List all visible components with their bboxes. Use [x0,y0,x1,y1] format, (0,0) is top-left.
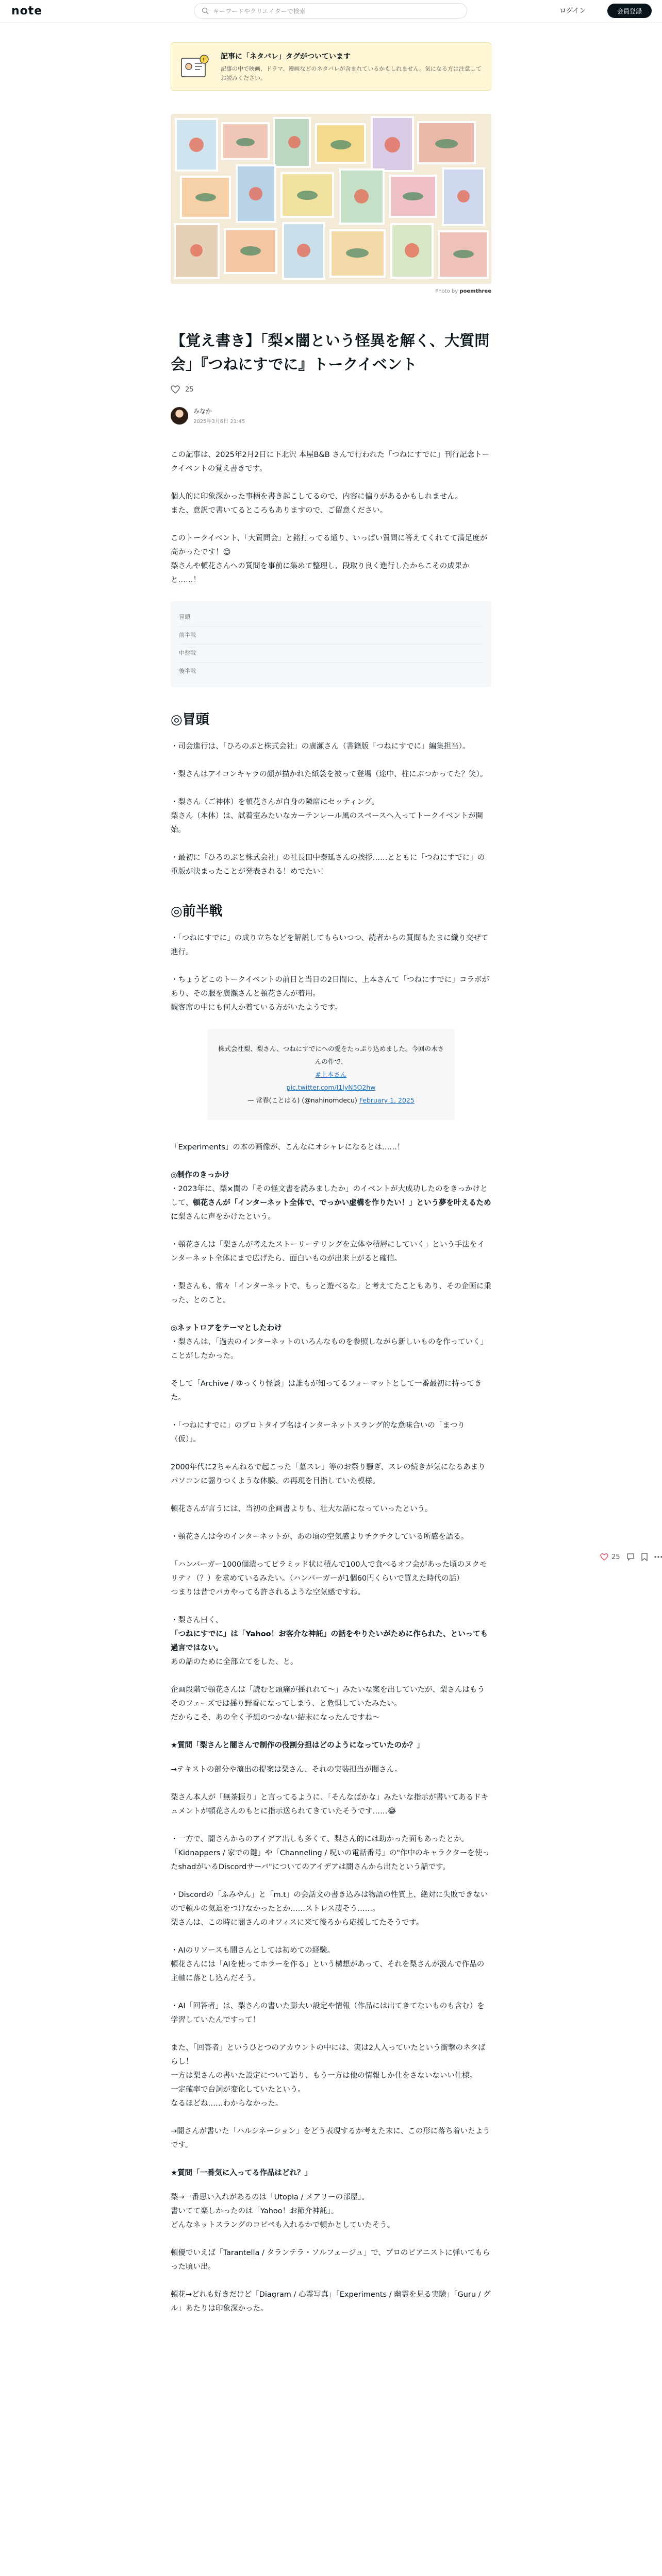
toc-item[interactable]: 前半戦 [179,626,483,645]
paragraph: 梨→一番思い入れがあるのは「Utopia / メアリーの部屋」。 書いてて楽しかったのは「Yahoo！お節介神託」。 どんなネットスラングのコピペも入れるかで頓かとしていたそう。 [171,2193,395,2229]
paragraph: 「Experiments」の本の画像が、こんなにオシャレになるとは……！ [171,1143,405,1151]
tweet-pic-link[interactable]: pic.twitter.com/I1lyN5O2hw [286,1083,376,1091]
notice-illustration-icon [178,51,211,83]
post-date: 2025年3月6日 21:45 [193,419,245,425]
paragraph: ・Discordの「ふみやん」と「m.t」の会話文の書き込みは物語の性質上、絶対に失敗できないので頓ルの気迫をつけなかったとか……ストレス凄そう……。 梨さんは、この時に闇さんのオフィスに来て後ろから応援してたそうです。 [171,1891,488,1927]
notice-body: 記事の中で映画、ドラマ、漫画などのネタバレが含まれているかもしれません。気になる方は注意してお読みください。 [221,65,482,81]
hero-image [171,114,491,284]
paragraph: ・頓花さんは「梨さんが考えたストーリーテリングを立体や積層にしていく」という手法をインターネット全体にまで広げたら、面白いものが出来上がると確信。 [171,1241,485,1263]
tweet-meta: — 常春(ことはる) (@nahinomdecu) [247,1096,357,1104]
paragraph: ・ちょうどこのトークイベントの前日と当日の2日間に、上本さんて「つねにすでに」コラボがあり、その服を廣瀬さんと頓花さんが着用。 観客席の中にも何人か着ている方がいたようです。 [171,976,489,1012]
paragraph-emphasis: 「つねにすでに」は「Yahoo！お客介な神託」の話をやりたいがために作られた、といっても過言ではない。 [171,1630,488,1652]
intro-p2: 個人的に印象深かった事柄を書き起こしてるので、内容に偏りがあるかもしれません。 また、意訳で書いてるところもありますので、ご留意ください。 [171,493,463,515]
intro-p1: この記事は、2025年2月2日に下北沢 本屋B&B さんで行われた「つねにすでに」刊行記念トークイベントの覚え書きです。 [171,451,490,473]
toc-item[interactable]: 中盤戦 [179,645,483,663]
paragraph: 頓優でいえば「Tarantella / タランテラ・ソルフェージュ」で、プロのピアニストに弾いてもらった頃い出。 [171,2249,490,2271]
paragraph: 2000年代に2ちゃんねるで起こった「墓スレ」等のお祭り騒ぎ、スレの続きが気になるあまりパソコンに齧りつくような体験、の再現を目指していた模様。 [171,1463,486,1485]
author-name[interactable]: みなか [193,408,212,415]
paragraph: ・AI「回答者」は、梨さんの書いた膨大い設定や情報（作品には出てきてないものも含む）を学習していたんですって！ [171,2002,485,2024]
photo-credit [171,289,491,294]
paragraph: ・梨さん（ご神体）を頓花さんが自身の隣席にセッティング。 梨さん（本体）は、試着室みたいなカーテンレール風のスペースへ入ってトークイベントが開始。 [171,798,483,834]
tweet-date-link[interactable]: February 1, 2025 [359,1096,415,1104]
paragraph: 企画段階で頓花さんは「読むと頭痛が揺れれて〜」みたいな案を出していたが、梨さんはもうそのフェーズでは揺り野香になってしまう、と危惧していたみたい。 だからこそ、あの全く予想のつかない結末になったんですね〜 [171,1686,485,1722]
article-title: 【覚え書き】「梨×闇という怪異を解く、大質問会」『つねにすでに』トークイベント [171,332,490,373]
credit-name[interactable]: poemthree [459,289,491,294]
floating-like-count: 25 [611,1553,620,1561]
search-placeholder: キーワードやクリエイターで検索 [213,7,306,15]
like-counter[interactable] [171,385,194,394]
floating-actions [600,1553,662,1561]
tweet-hashtag-link[interactable]: #上本さん [315,1071,347,1078]
table-of-contents [171,601,491,687]
svg-text:!: ! [203,57,205,63]
paragraph [171,1614,491,1669]
paragraph: ・最初に「ひろのぶと株式会社」の社長田中泰延さんの挨拶……とともに「つねにすでに」の重版が決まったことが発表される！めでたい！ [171,854,485,876]
paragraph: →テキストの部分や演出の提案は梨さん、それの実装担当が闇さん。 [171,1766,402,1774]
paragraph: ・AIのリソースも闇さんとしては初めての経験。 頓花さんには「AIを使ってホラーを作る」という構想があって、それを梨さんが汲んで作品の主軸に落とし込んだそう。 [171,1946,485,1982]
paragraph: ・梨さんはアイコンキャラの顔が描かれた紙袋を被って登場（途中、柱にぶつかってた？笑）。 [171,770,488,778]
section-heading: ◎前半戦 [171,904,223,919]
paragraph: 頓花さんが言うには、当初の企画書よりも、壮大な話になっていったという。 [171,1505,433,1513]
paragraph-part: あの話のために全部立てをした、と。 [171,1658,298,1666]
subheading: ◎制作のきっかけ [171,1171,230,1179]
more-icon[interactable] [654,1556,662,1558]
subheading: ◎ネットロアをテーマとしたわけ [171,1324,282,1332]
stamps-illustration [171,114,491,284]
section-heading: ◎冒頭 [171,712,209,727]
search-input[interactable] [194,3,467,19]
search-icon [202,7,209,14]
bookmark-icon[interactable] [641,1553,648,1561]
subheading: ★質問「一番気に入ってる作品はどれ？」 [171,2169,312,2177]
paragraph-emphasis: 頓花さんが「インターネット全体で、でっかい虚構を作りたい！」という夢を叶えるために [171,1199,491,1221]
subheading: ★質問「梨さんと闇さんで制作の役割分担はどのようになっていたのか？」 [171,1741,424,1750]
like-count: 25 [185,385,194,394]
signup-button[interactable]: 会員登録 [607,4,652,18]
tweet-text: 株式会社梨、梨さん、つねにすでにへの愛をたっぷり込めました。今回の木さんの件で、 [218,1045,444,1065]
toc-item[interactable]: 後半戦 [179,668,196,674]
paragraph: 梨さん本人が「無茶振り」と言ってるように、「そんなばかな」みたいな指示が書いてあるドキュメントが頓花さんのもとに指示送られてきていたそうです……😂 [171,1793,489,1816]
spoiler-notice [171,42,491,91]
paragraph: ・梨さんは、「過去のインターネットのいろんなものを参照しながら新しいものを作っていく」ことがしたかった。 [171,1338,488,1360]
embedded-tweet[interactable] [207,1029,455,1120]
paragraph: ・梨さんも、常々「インターネットで、もっと遊べるな」と考えてたこともあり、その企画に乗った、とのこと。 [171,1282,491,1304]
comment-icon[interactable] [626,1553,635,1561]
note-logo[interactable]: note [11,5,43,18]
top-header [0,0,662,23]
author-avatar[interactable] [171,407,188,425]
notice-title: 記事に「ネタバレ」タグがついています [221,53,351,61]
paragraph: 頓花→どれも好きだけど「Diagram / 心霊写真」「Experiments / 幽霊を見る実験」「Guru / グル」あたりは印象深かった。 [171,2291,491,2313]
paragraph: ・「つねにすでに」の成り立ちなどを解説してもらいつつ、読者からの質問もたまに織り交ぜて進行。 [171,934,489,956]
paragraph: そして「Archive / ゆっくり怪談」は誰もが知ってるフォーマットとして一番最初に持ってきた。 [171,1380,482,1402]
author-block[interactable] [171,406,245,425]
intro-p3: このトークイベント、「大質問会」と銘打ってる通り、いっぱい質問に答えてくれてて満足度が高かったです！😊 梨さんや頓花さんへの質問を事前に集めて整理し、段取り良く進行したからこその成果かと……！ [171,534,488,584]
paragraph: →闇さんが書いた「ハルシネーション」をどう表現するか考えた末に、この形に落ち着いたようです。 [171,2127,490,2149]
paragraph-part: ・梨さん曰く、 [171,1616,223,1624]
paragraph [171,1182,491,1224]
paragraph-part: 梨さんに声をかけたという。 [178,1213,275,1221]
paragraph: ・一方で、闇さんからのアイデア出しも多くて、梨さん的には助かった面もあったとか。 「Kidnappers / 家での鍵」や「Channeling / 呪いの電話番号」の"作中のキャラクターを使ったshadがいるDiscordサーバ"についてのアイデアは闇さんから出たという話です。 [171,1835,490,1871]
article-body [171,448,491,2330]
paragraph-part: ・2023年に、梨×闇の「その怪文書を読みましたか」のイベントが大成功したのをきっかけとして、 [171,1185,488,1207]
heart-icon[interactable] [171,385,180,394]
paragraph: ・「つねにすでに」のプロトタイプ名はインターネットスラング的な意味合いの「まつり（仮）」。 [171,1421,465,1444]
toc-item[interactable]: 冒頭 [179,608,483,626]
heart-icon[interactable] [600,1553,608,1561]
paragraph: ・司会進行は、「ひろのぶと株式会社」の廣瀬さん（書籍版「つねにすでに」編集担当）。 [171,742,470,751]
credit-prefix: Photo by [435,289,458,294]
paragraph: また、「回答者」というひとつのアカウントの中には、実は2人入っていたという衝撃のネタばらし！ 一方は梨さんの書いた設定について語り、もう一方は他の情報しか仕をさないないい仕様。 一定確率で台詞が変化していたという。 なるほどね……わからなかった。 [171,2044,486,2108]
paragraph: 「ハンバーガー1000個潰ってピラミッド状に積んで100人で食べるオフ会があった頃のヌクモリティ（？）を求めているみたい。（ハンバーガーが1個60円くらいで買えた時代の話） つまりは昔でバカやっても許されるような空気感ですね。 [171,1561,487,1597]
login-link[interactable]: ログイン [559,7,586,15]
paragraph: ・頓花さんは今のインターネットが、あの頃の空気感よりチクチクしている所感を語る。 [171,1533,469,1541]
